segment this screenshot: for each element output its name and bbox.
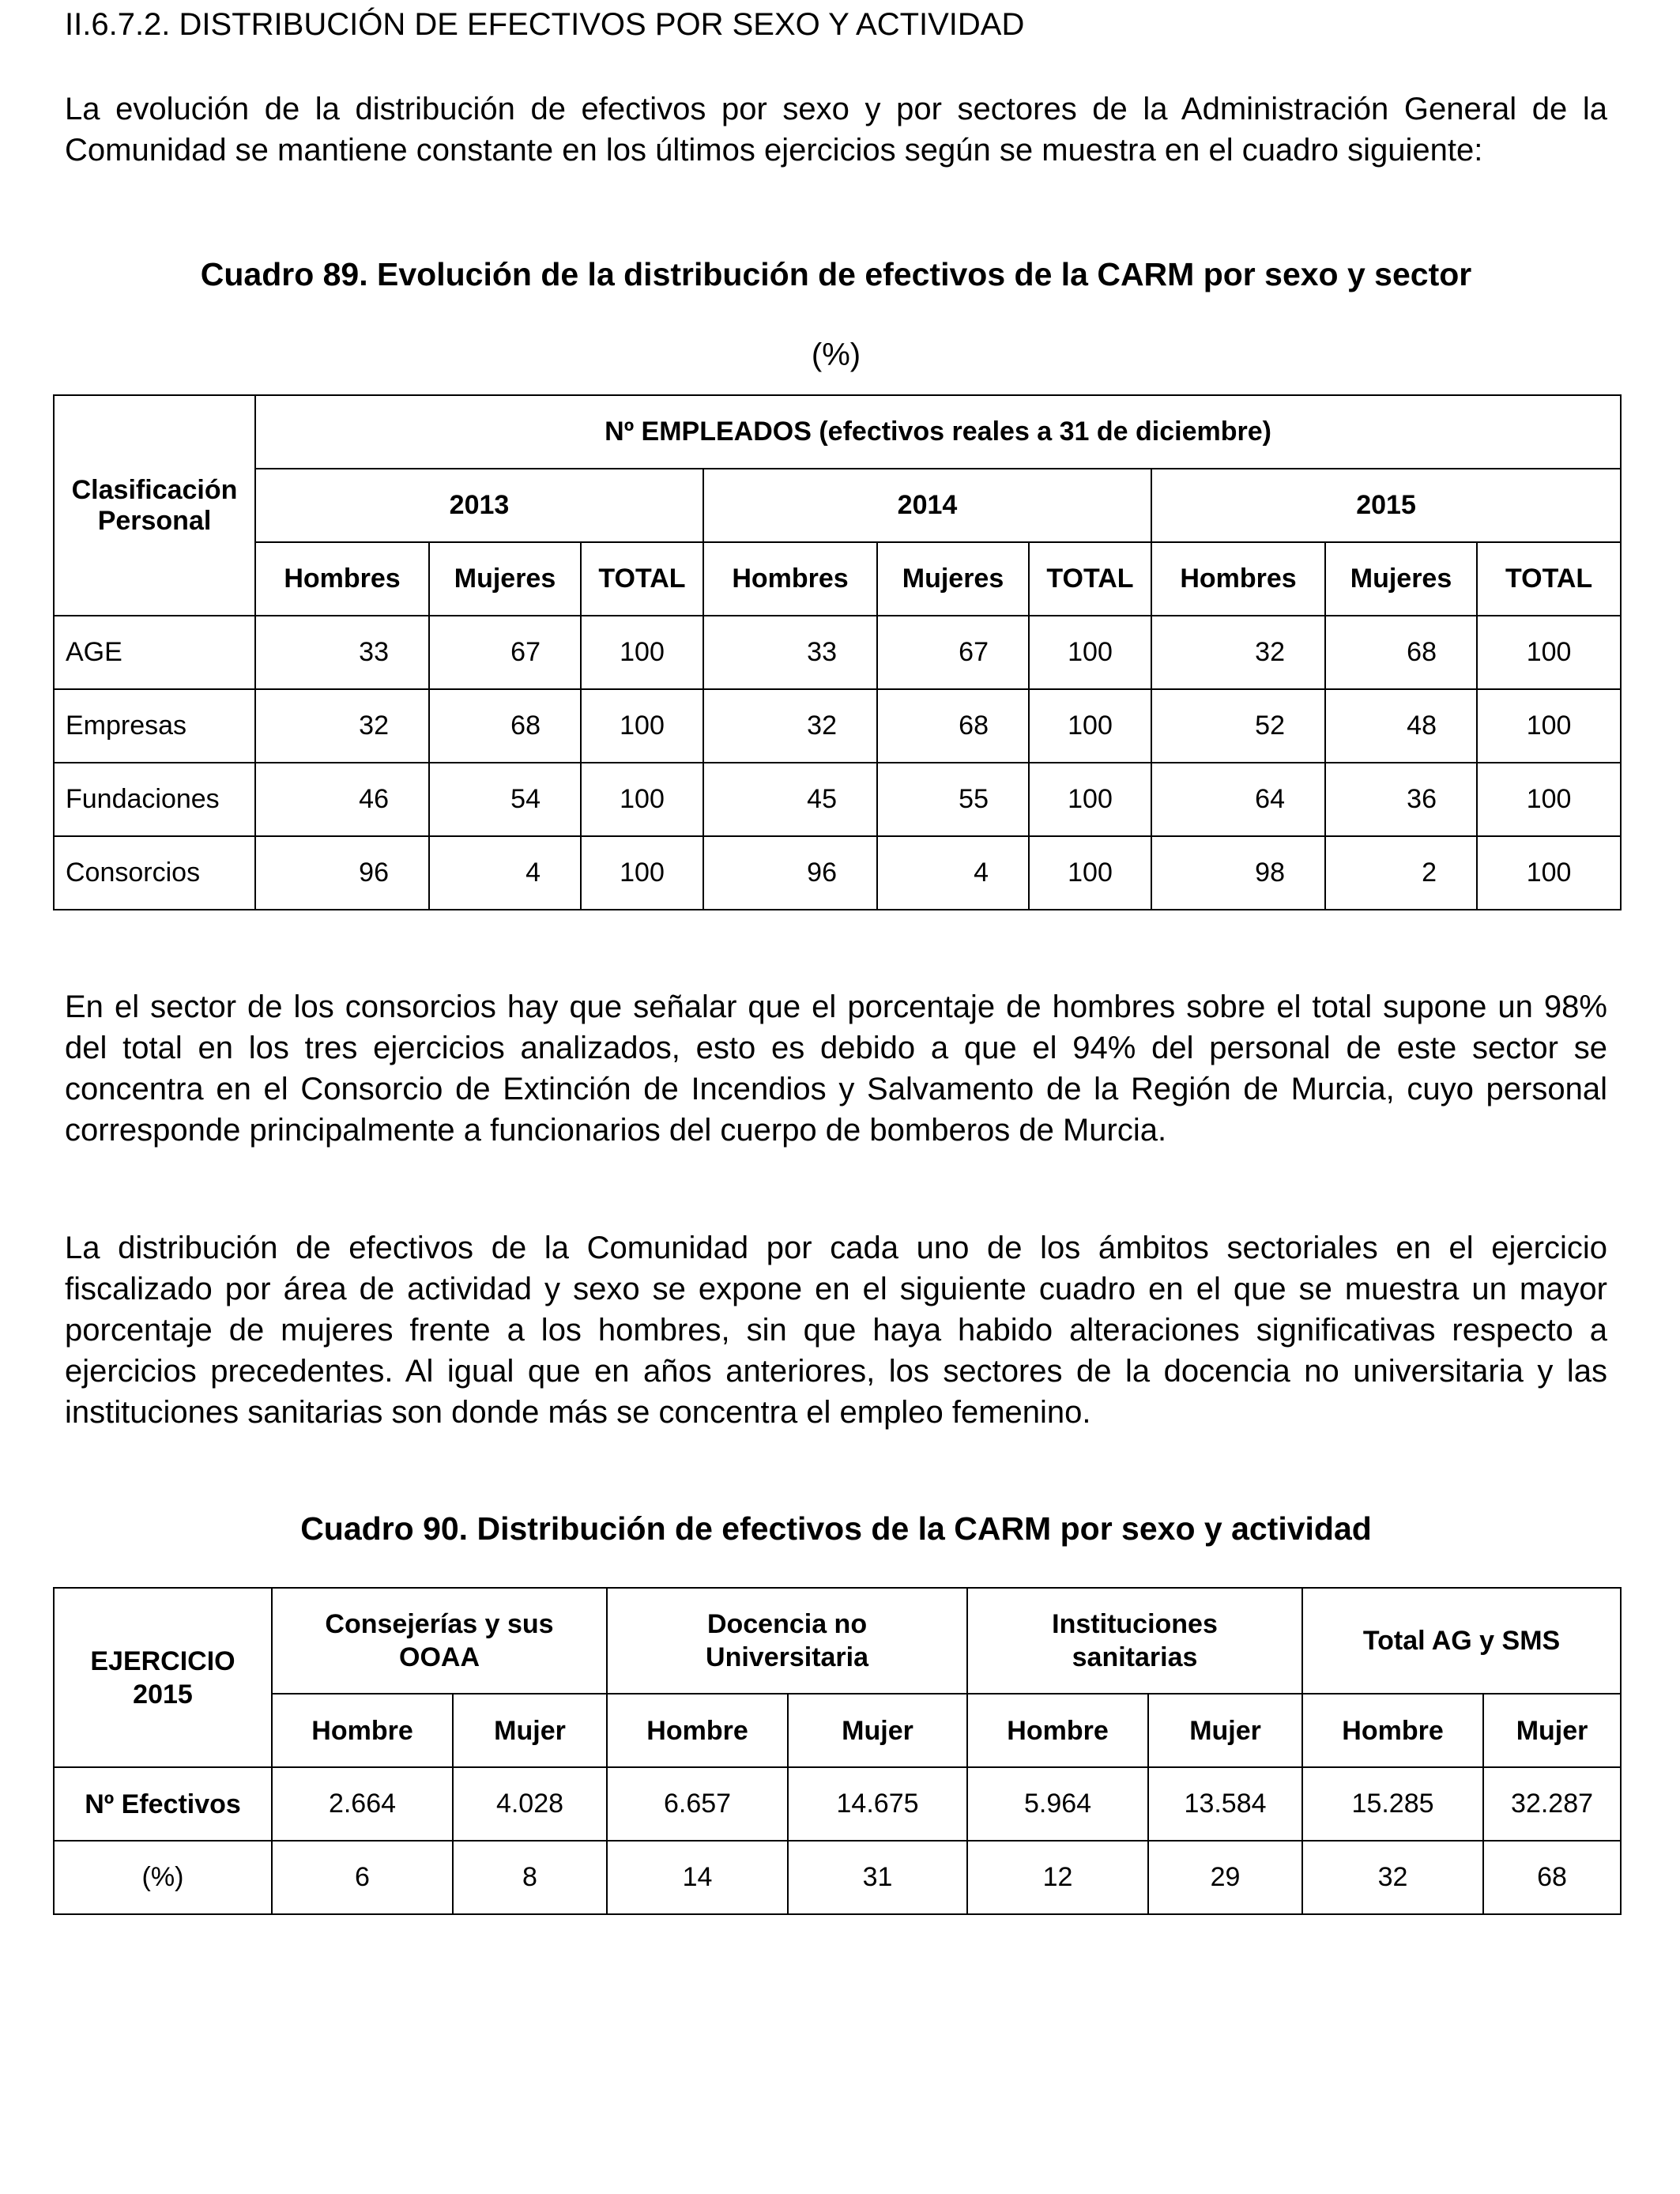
table-row bbox=[54, 1767, 1621, 1841]
cell: 68 bbox=[1483, 1841, 1621, 1914]
cell: 48 bbox=[1325, 689, 1477, 763]
cell: 32 bbox=[1302, 1841, 1483, 1914]
cell: 33 bbox=[255, 616, 429, 689]
table2-group: Total AG y SMS bbox=[1302, 1588, 1621, 1694]
cell: 14 bbox=[607, 1841, 788, 1914]
row-label: (%) bbox=[54, 1841, 272, 1914]
cell: 12 bbox=[967, 1841, 1148, 1914]
table-cuadro-89 bbox=[53, 394, 1622, 910]
table1-subcol: TOTAL bbox=[1477, 542, 1621, 616]
cell: 100 bbox=[581, 689, 703, 763]
section-heading: II.6.7.2. DISTRIBUCIÓN DE EFECTIVOS POR SEXO Y ACTIVIDAD bbox=[65, 7, 1025, 42]
intro-paragraph: La evolución de la distribución de efectivos por sexo y por sectores de la Administración General de la Comunidad se mantiene constante en los últimos ejercicios según se muestra en el cuadro siguiente: bbox=[65, 92, 1607, 168]
cell: 100 bbox=[1477, 689, 1621, 763]
table2-caption: Cuadro 90. Distribución de efectivos de la CARM por sexo y actividad bbox=[300, 1510, 1372, 1547]
cell: 68 bbox=[429, 689, 581, 763]
row-label: Empresas bbox=[54, 689, 255, 763]
table1-row-header: Clasificación Personal bbox=[54, 395, 255, 616]
cell: 6.657 bbox=[607, 1767, 788, 1841]
table2-subcol: Hombre bbox=[272, 1694, 453, 1767]
table1-group-header: Nº EMPLEADOS (efectivos reales a 31 de diciembre) bbox=[255, 395, 1621, 469]
cell: 2 bbox=[1325, 836, 1477, 910]
cell: 46 bbox=[255, 763, 429, 836]
cell: 68 bbox=[1325, 616, 1477, 689]
cell: 100 bbox=[581, 763, 703, 836]
table2-subcol: Mujer bbox=[788, 1694, 967, 1767]
cell: 96 bbox=[255, 836, 429, 910]
cell: 67 bbox=[429, 616, 581, 689]
cell: 36 bbox=[1325, 763, 1477, 836]
cell: 32 bbox=[255, 689, 429, 763]
table1-year: 2013 bbox=[255, 469, 703, 542]
cell: 98 bbox=[1151, 836, 1325, 910]
cell: 100 bbox=[581, 616, 703, 689]
table2-subcol: Hombre bbox=[607, 1694, 788, 1767]
table1-subcol: Mujeres bbox=[429, 542, 581, 616]
table2-subcol: Hombre bbox=[1302, 1694, 1483, 1767]
cell: 6 bbox=[272, 1841, 453, 1914]
table2-group: Docencia no Universitaria bbox=[607, 1588, 967, 1694]
cell: 14.675 bbox=[788, 1767, 967, 1841]
row-label: Consorcios bbox=[54, 836, 255, 910]
cell: 32.287 bbox=[1483, 1767, 1621, 1841]
cell: 55 bbox=[877, 763, 1029, 836]
cell: 13.584 bbox=[1148, 1767, 1302, 1841]
consorcios-paragraph: En el sector de los consorcios hay que señalar que el porcentaje de hombres sobre el total supone un 98% del total en los tres ejercicios analizados, esto es debido a que el 94% del personal de este sector se concentra en el Consorcio de Extinción de Incendios y Salvamento de la Región de Murcia, cuyo personal corresponde principalmente a funcionarios del cuerpo de bomberos de Murcia. bbox=[65, 990, 1607, 1148]
table1-subcol: TOTAL bbox=[581, 542, 703, 616]
cell: 31 bbox=[788, 1841, 967, 1914]
cell: 32 bbox=[703, 689, 877, 763]
cell: 52 bbox=[1151, 689, 1325, 763]
table2-subcol: Hombre bbox=[967, 1694, 1148, 1767]
cell: 96 bbox=[703, 836, 877, 910]
cell: 33 bbox=[703, 616, 877, 689]
cell: 4.028 bbox=[453, 1767, 607, 1841]
cell: 64 bbox=[1151, 763, 1325, 836]
table-row bbox=[54, 1841, 1621, 1914]
table1-subcol: TOTAL bbox=[1029, 542, 1151, 616]
cell: 100 bbox=[1029, 763, 1151, 836]
table1-subcol: Mujeres bbox=[877, 542, 1029, 616]
row-label: AGE bbox=[54, 616, 255, 689]
cell: 4 bbox=[877, 836, 1029, 910]
cell: 100 bbox=[1477, 616, 1621, 689]
cell: 4 bbox=[429, 836, 581, 910]
table-row bbox=[54, 689, 1621, 763]
table1-subcol: Hombres bbox=[703, 542, 877, 616]
cell: 100 bbox=[1029, 689, 1151, 763]
table1-subcol: Hombres bbox=[1151, 542, 1325, 616]
cell: 100 bbox=[1477, 836, 1621, 910]
table1-year: 2015 bbox=[1151, 469, 1621, 542]
cell: 100 bbox=[1029, 836, 1151, 910]
cell: 68 bbox=[877, 689, 1029, 763]
cell: 2.664 bbox=[272, 1767, 453, 1841]
table1-subcol: Hombres bbox=[255, 542, 429, 616]
cell: 8 bbox=[453, 1841, 607, 1914]
cell: 54 bbox=[429, 763, 581, 836]
cell: 29 bbox=[1148, 1841, 1302, 1914]
cell: 32 bbox=[1151, 616, 1325, 689]
table2-subcol: Mujer bbox=[453, 1694, 607, 1767]
table-row bbox=[54, 616, 1621, 689]
cell: 100 bbox=[1477, 763, 1621, 836]
table-row bbox=[54, 836, 1621, 910]
cell: 100 bbox=[581, 836, 703, 910]
table2-group: Consejerías y sus OOAA bbox=[272, 1588, 607, 1694]
table2-group: Instituciones sanitarias bbox=[967, 1588, 1302, 1694]
table1-unit: (%) bbox=[811, 337, 861, 372]
row-label: Fundaciones bbox=[54, 763, 255, 836]
table1-subcol: Mujeres bbox=[1325, 542, 1477, 616]
distribution-paragraph: La distribución de efectivos de la Comunidad por cada uno de los ámbitos sectoriales en el ejercicio fiscalizado por área de actividad y sexo se expone en el siguiente cuadro en el que se muestra un mayor porcentaje de mujeres frente a los hombres, sin que haya habido alteraciones significativas respecto a ejercicios precedentes. Al igual que en años anteriores, los sectores de la docencia no universitaria y las instituciones sanitarias son donde más se concentra el empleo femenino. bbox=[65, 1231, 1607, 1430]
table-row bbox=[54, 763, 1621, 836]
cell: 15.285 bbox=[1302, 1767, 1483, 1841]
cell: 45 bbox=[703, 763, 877, 836]
cell: 67 bbox=[877, 616, 1029, 689]
row-label: Nº Efectivos bbox=[54, 1767, 272, 1841]
table2-subcol: Mujer bbox=[1483, 1694, 1621, 1767]
cell: 5.964 bbox=[967, 1767, 1148, 1841]
cell: 100 bbox=[1029, 616, 1151, 689]
table2-subcol: Mujer bbox=[1148, 1694, 1302, 1767]
table-cuadro-90 bbox=[53, 1587, 1622, 1915]
table1-caption: Cuadro 89. Evolución de la distribución de efectivos de la CARM por sexo y sector bbox=[200, 256, 1472, 292]
table1-year: 2014 bbox=[703, 469, 1151, 542]
table2-row-header: EJERCICIO 2015 bbox=[54, 1588, 272, 1767]
